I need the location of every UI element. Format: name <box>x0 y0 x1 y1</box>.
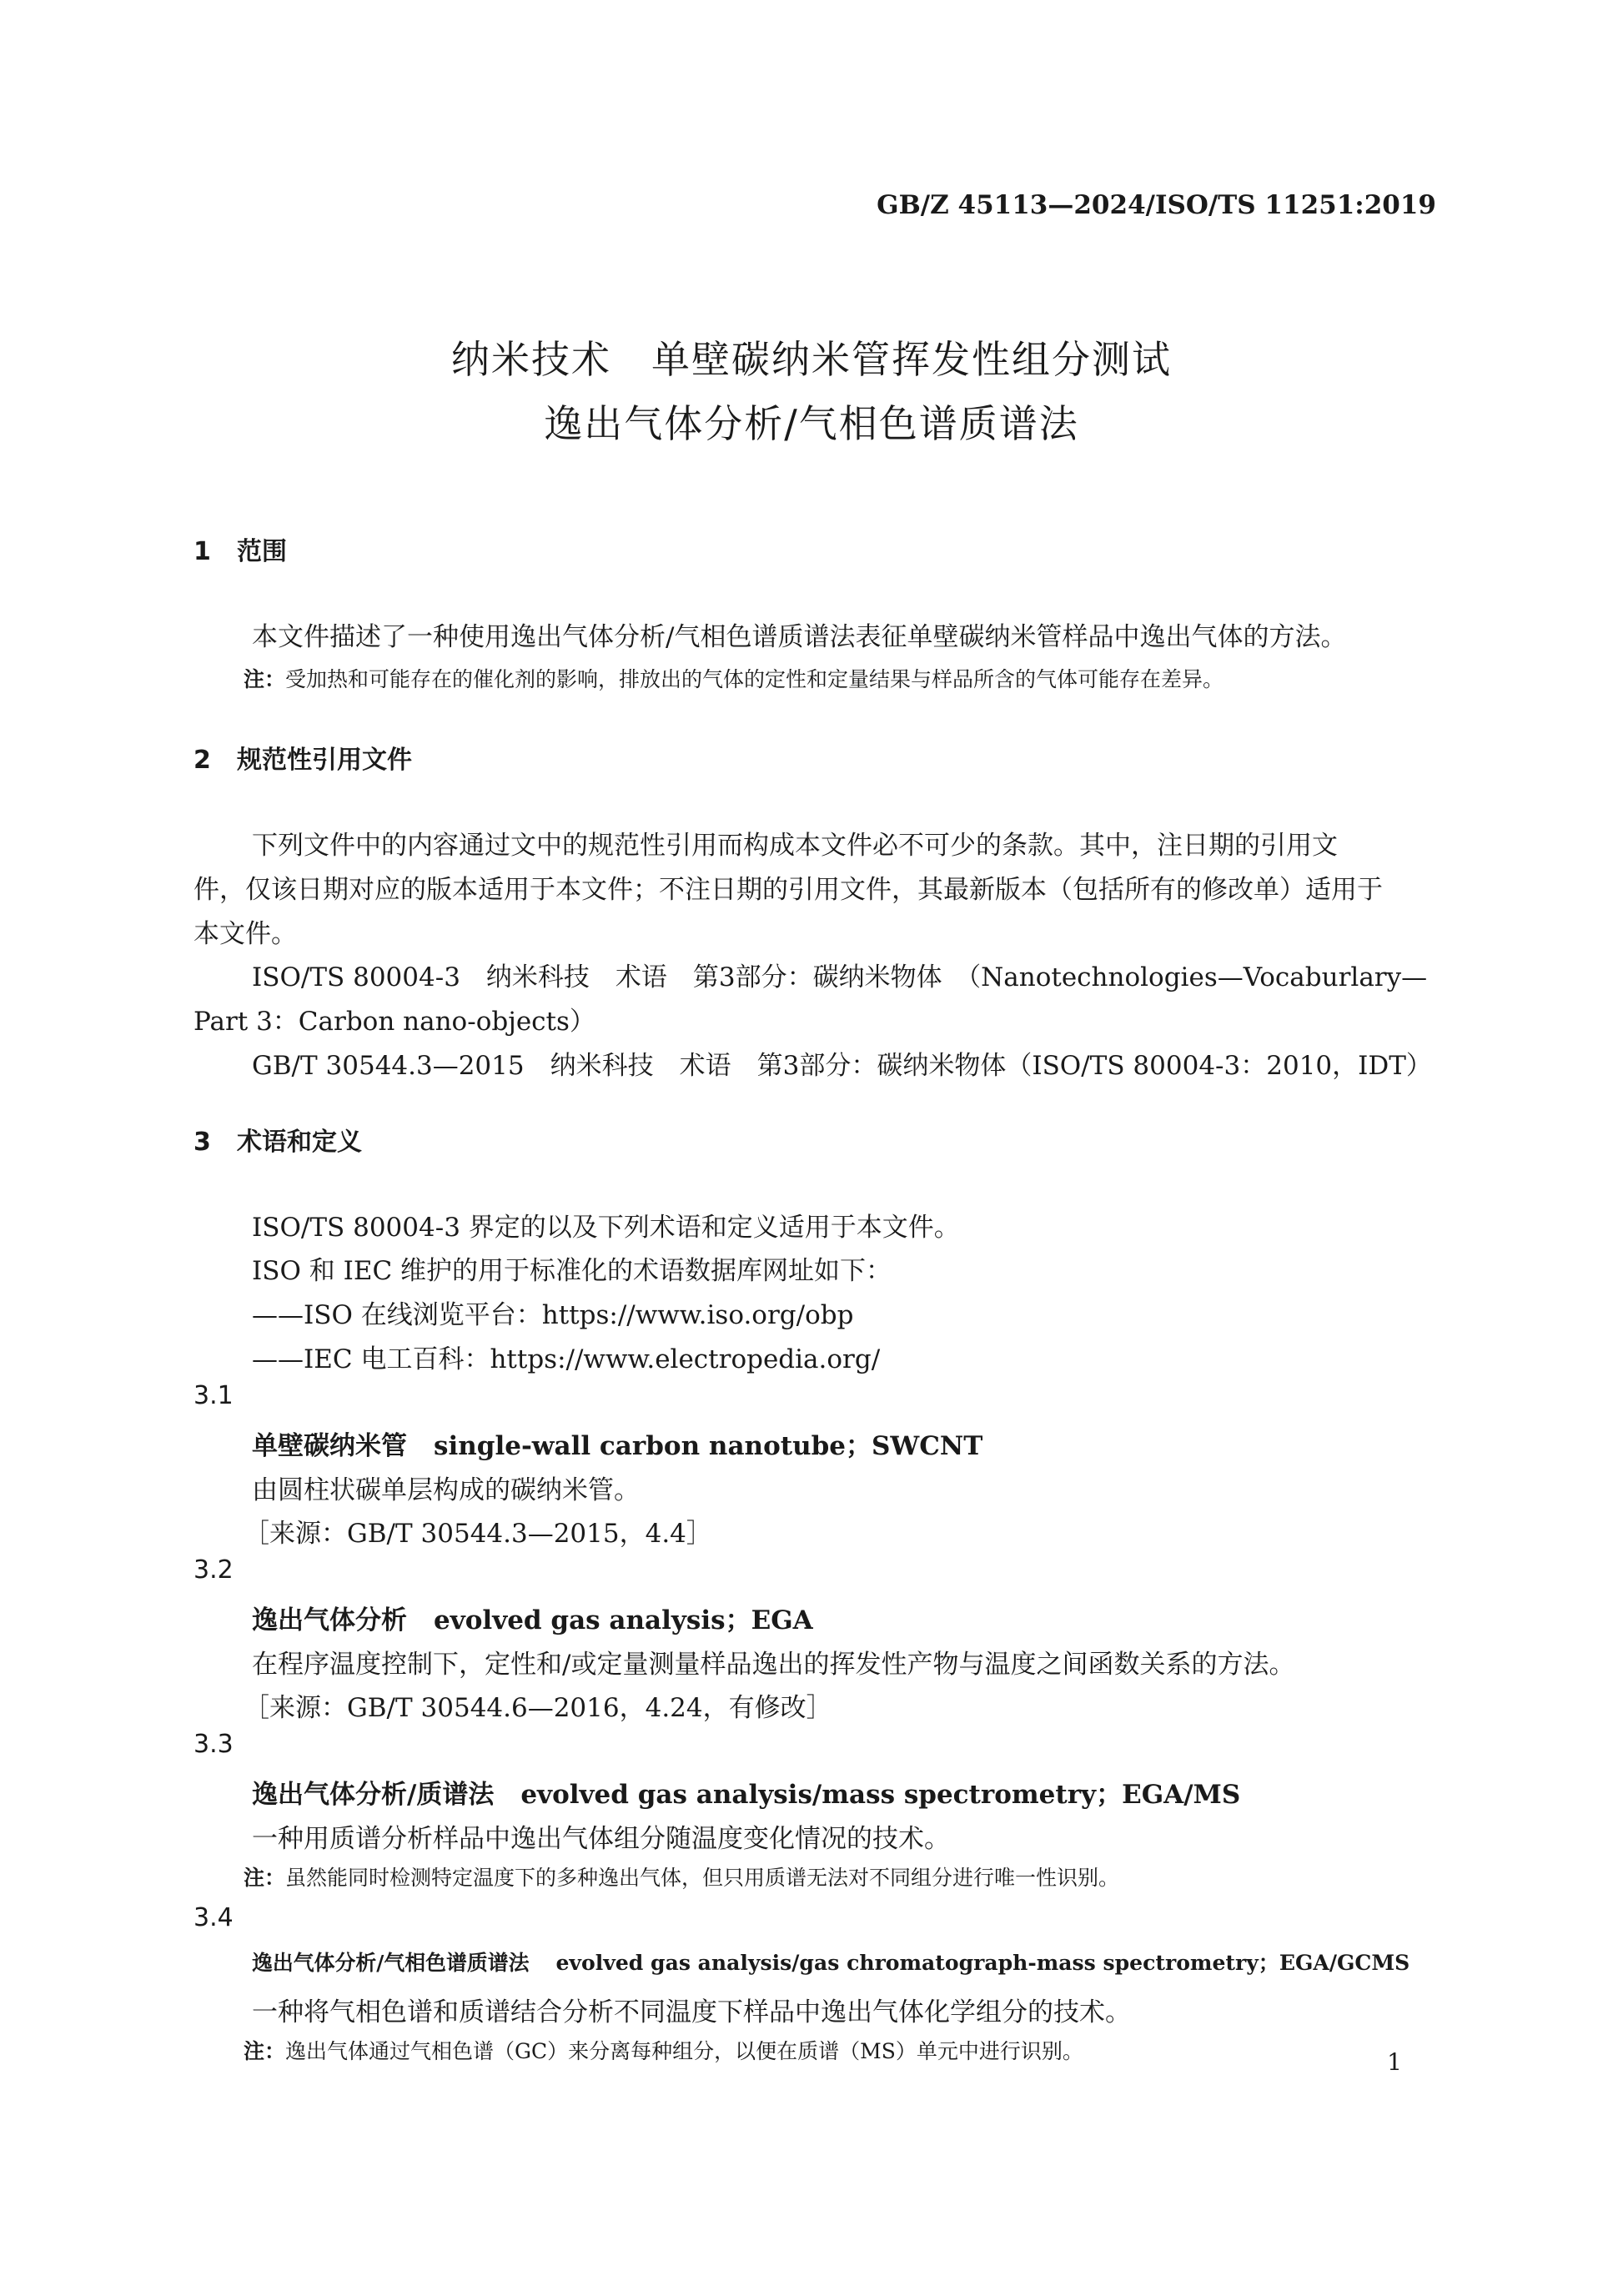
term-number: 3.2 <box>193 1555 234 1585</box>
term-number: 3.3 <box>193 1730 234 1759</box>
term-definition: 由圆柱状碳单层构成的碳纳米管。 <box>252 1475 640 1505</box>
section-title: 范围 <box>237 537 287 566</box>
term-heading <box>252 1947 1409 1977</box>
standard-code: GB/Z 45113—2024/ISO/TS 11251:2019 <box>877 190 1436 220</box>
reference-1-line-2: Part 3：Carbon nano-objects） <box>193 1007 595 1037</box>
term-definition: 一种用质谱分析样品中逸出气体组分随温度变化情况的技术。 <box>252 1824 950 1854</box>
term-number: 3.4 <box>193 1903 234 1932</box>
page-number: 1 <box>1387 2048 1402 2076</box>
document-title-line-2: 逸出气体分析/气相色谱质谱法 <box>544 401 1079 446</box>
section-2-paragraph-line-2: 件，仅该日期对应的版本适用于本文件；不注日期的引用文件，其最新版本（包括所有的修改单）适用于 <box>193 875 1383 905</box>
section-2-paragraph-line-3: 本文件。 <box>193 919 297 949</box>
term-heading <box>252 1599 813 1636</box>
section-3-heading <box>193 1121 362 1158</box>
term-en: evolved gas analysis；EGA <box>434 1605 813 1635</box>
section-3-intro-1: ISO/TS 80004-3 界定的以及下列术语和定义适用于本文件。 <box>252 1213 960 1243</box>
reference-1-line-1: ISO/TS 80004-3 纳米科技 术语 第3部分：碳纳米物体 （Nanotechnologies—Vocaburlary— <box>252 962 1428 992</box>
section-2-heading <box>193 739 412 776</box>
note-label: 注： <box>244 667 286 691</box>
term-heading <box>252 1424 982 1462</box>
section-title: 规范性引用文件 <box>237 746 412 775</box>
term-definition: 一种将气相色谱和质谱结合分析不同温度下样品中逸出气体化学组分的技术。 <box>252 1997 1131 2027</box>
term-zh: 逸出气体分析/气相色谱质谱法 <box>252 1951 530 1975</box>
section-number: 3 <box>193 1128 211 1157</box>
section-number: 1 <box>193 537 211 566</box>
term-zh: 逸出气体分析 <box>252 1605 407 1635</box>
section-3-intro-4: ——IEC 电工百科：https://www.electropedia.org/ <box>252 1344 881 1374</box>
note-label: 注： <box>244 1866 286 1890</box>
section-1-paragraph: 本文件描述了一种使用逸出气体分析/气相色谱质谱法表征单壁碳纳米管样品中逸出气体的方法。 <box>252 622 1347 652</box>
section-3-intro-3: ——ISO 在线浏览平台：https://www.iso.org/obp <box>252 1300 854 1330</box>
section-title: 术语和定义 <box>237 1128 362 1157</box>
section-number: 2 <box>193 746 211 775</box>
section-2-paragraph-line-1: 下列文件中的内容通过文中的规范性引用而构成本文件必不可少的条款。其中，注日期的引用文 <box>252 831 1338 861</box>
term-number: 3.1 <box>193 1381 234 1410</box>
section-3-intro-2: ISO 和 IEC 维护的用于标准化的术语数据库网址如下： <box>252 1256 892 1286</box>
term-heading <box>252 1773 1240 1811</box>
note-label: 注： <box>244 2039 286 2063</box>
term-en: evolved gas analysis/gas chromatograph-mass spectrometry；EGA/GCMS <box>555 1950 1410 1975</box>
term-note <box>244 1861 1119 1892</box>
term-source: ［来源：GB/T 30544.6—2016，4.24，有修改］ <box>244 1693 832 1723</box>
term-note <box>244 2035 1083 2065</box>
note-text: 受加热和可能存在的催化剂的影响，排放出的气体的定性和定量结果与样品所含的气体可能存在差异。 <box>285 667 1224 691</box>
document-title-line-1: 纳米技术 单壁碳纳米管挥发性组分测试 <box>451 337 1172 382</box>
term-zh: 逸出气体分析/质谱法 <box>252 1780 495 1810</box>
term-zh: 单壁碳纳米管 <box>252 1431 407 1461</box>
section-1-heading <box>193 530 287 567</box>
note-text: 虽然能同时检测特定温度下的多种逸出气体，但只用质谱无法对不同组分进行唯一性识别。 <box>285 1866 1120 1890</box>
reference-2: GB/T 30544.3—2015 纳米科技 术语 第3部分：碳纳米物体（ISO/TS 80004-3：2010，IDT） <box>252 1051 1432 1081</box>
section-1-note <box>244 663 1224 693</box>
term-en: single-wall carbon nanotube；SWCNT <box>434 1431 983 1461</box>
term-definition: 在程序温度控制下，定性和/或定量测量样品逸出的挥发性产物与温度之间函数关系的方法。 <box>252 1650 1295 1680</box>
term-source: ［来源：GB/T 30544.3—2015，4.4］ <box>244 1519 712 1549</box>
note-text: 逸出气体通过气相色谱（GC）来分离每种组分，以便在质谱（MS）单元中进行识别。 <box>285 2039 1083 2063</box>
term-en: evolved gas analysis/mass spectrometry；EGA/MS <box>520 1780 1241 1810</box>
